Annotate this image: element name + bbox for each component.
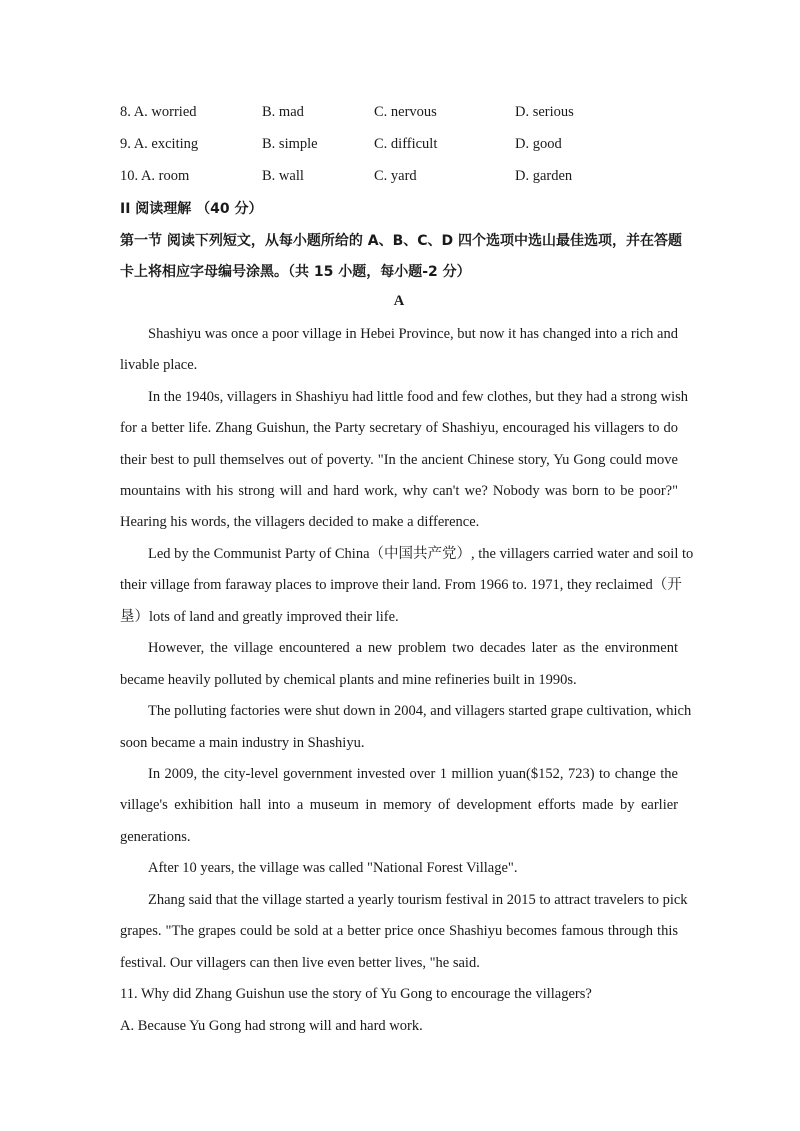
passage-line: Hearing his words, the villagers decided to make a difference.: [120, 514, 480, 530]
option-c: C. difficult: [374, 136, 438, 152]
option-d: D. serious: [515, 104, 574, 120]
question-8-options: [0, 104, 800, 124]
passage-line: mountains with his strong will and hard work, why can't we? Nobody was born to be poor?": [120, 483, 678, 499]
answer-option-a: A. Because Yu Gong had strong will and hard work.: [120, 1018, 423, 1034]
instructions-line-1: 第一节 阅读下列短文，从每小题所给的 A、B、C、D 四个选项中选山最佳选项，并在答题: [120, 233, 683, 249]
passage-line: soon became a main industry in Shashiyu.: [120, 735, 365, 751]
passage-line: livable place.: [120, 357, 198, 373]
passage-line: festival. Our villagers can then live even better lives, "he said.: [120, 955, 480, 971]
passage-line: village's exhibition hall into a museum in memory of development efforts made by earlier: [120, 797, 678, 813]
section-heading: II 阅读理解 （40 分）: [120, 201, 263, 217]
passage-line: grapes. "The grapes could be sold at a better price once Shashiyu becomes famous through this: [120, 923, 678, 939]
passage-line: In 2009, the city-level government invested over 1 million yuan($152, 723) to change the: [148, 766, 678, 782]
passage-title: A: [393, 293, 405, 309]
option-b: B. mad: [262, 104, 304, 120]
option-b: B. wall: [262, 168, 304, 184]
passage-line: their village from faraway places to improve their land. From 1966 to. 1971, they reclaimed（开: [120, 577, 682, 593]
question-10-options: [0, 168, 800, 188]
passage-line: After 10 years, the village was called "National Forest Village".: [148, 860, 518, 876]
instructions-line-2: 卡上将相应字母编号涂黑。（共 15 小题，每小题-2 分）: [120, 264, 471, 280]
passage-line: generations.: [120, 829, 191, 845]
option-a: 10. A. room: [120, 168, 190, 184]
option-d: D. garden: [515, 168, 573, 184]
question-11: 11. Why did Zhang Guishun use the story of Yu Gong to encourage the villagers?: [120, 986, 592, 1002]
option-a: 8. A. worried: [120, 104, 197, 120]
passage-line: Zhang said that the village started a yearly tourism festival in 2015 to attract travelers to pick: [148, 892, 688, 908]
option-d: D. good: [515, 136, 562, 152]
option-c: C. nervous: [374, 104, 437, 120]
passage-line: became heavily polluted by chemical plants and mine refineries built in 1990s.: [120, 672, 577, 688]
question-9-options: [0, 136, 800, 156]
option-b: B. simple: [262, 136, 318, 152]
passage-line: The polluting factories were shut down in 2004, and villagers started grape cultivation, which: [148, 703, 692, 719]
option-c: C. yard: [374, 168, 417, 184]
option-a: 9. A. exciting: [120, 136, 199, 152]
passage-line: In the 1940s, villagers in Shashiyu had little food and few clothes, but they had a strong wish: [148, 389, 689, 405]
passage-line: 垦）lots of land and greatly improved their life.: [120, 609, 399, 625]
passage-line: Led by the Communist Party of China（中国共产党）, the villagers carried water and soil to: [148, 546, 694, 562]
passage-line: However, the village encountered a new problem two decades later as the environment: [148, 640, 678, 656]
passage-line: for a better life. Zhang Guishun, the Party secretary of Shashiyu, encouraged his villagers to do: [120, 420, 678, 436]
passage-line: their best to pull themselves out of poverty. "In the ancient Chinese story, Yu Gong could move: [120, 452, 678, 468]
passage-line: Shashiyu was once a poor village in Hebei Province, but now it has changed into a rich and: [148, 326, 678, 342]
